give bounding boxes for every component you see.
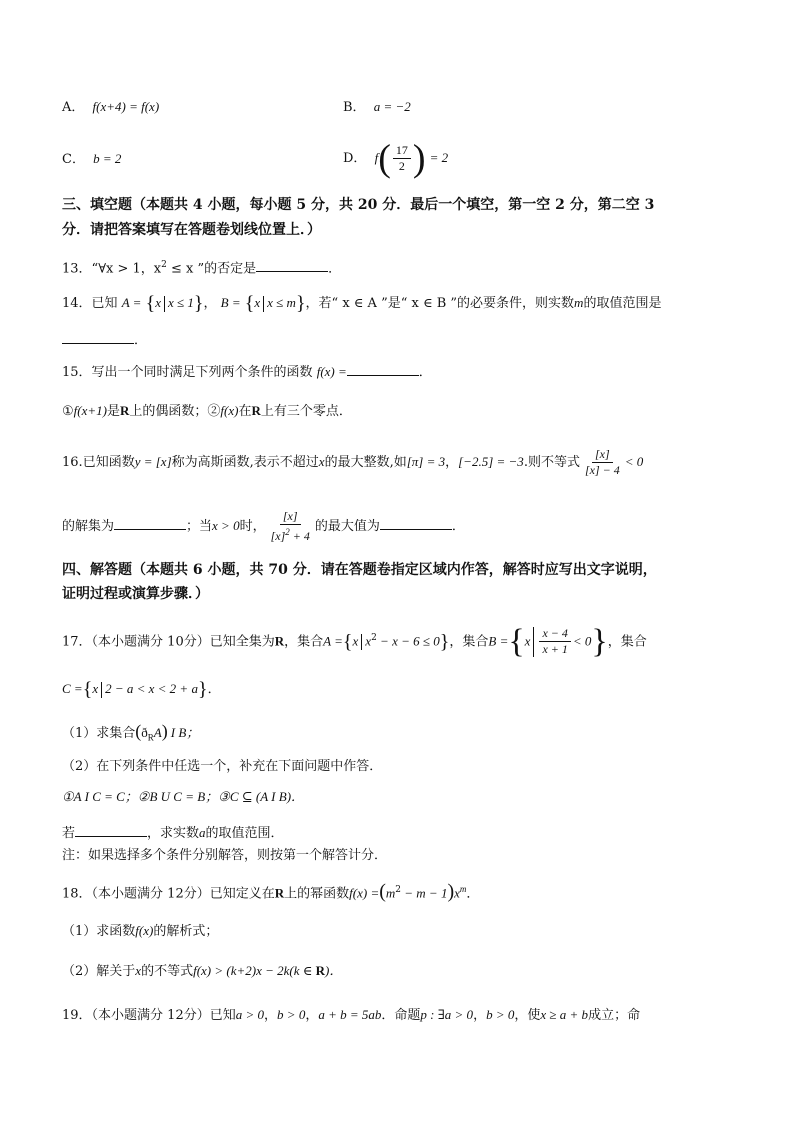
option-d [343, 137, 449, 180]
q19-t3: ，使 [514, 1008, 541, 1023]
q18-xm-base: x [454, 885, 460, 901]
q19-c1: a > 0 [235, 1007, 265, 1022]
q17-p1: （1）求集合 [62, 726, 136, 741]
q16-ex2: [−2.5] = −3 [458, 454, 524, 469]
q13-text2: ≤ x ”的否定是 [166, 261, 257, 277]
q16-t8: 的最大值为 [314, 519, 380, 534]
question-17-part2: （2）在下列条件中任选一个，补充在下面问题中作答． [62, 759, 383, 774]
q16-t3: 的最大整数,如 [324, 455, 407, 470]
q18-t2: 上的幂函数 [284, 886, 350, 902]
q18-p2-t: 的不等式 [141, 964, 194, 979]
left-brace: { [342, 630, 353, 653]
left-brace: { [145, 292, 156, 315]
paren-open: ( [135, 721, 142, 741]
q15-c1-t2: 上的偶函数；② [129, 404, 221, 419]
question-17-c-def [62, 680, 221, 699]
q16-answer-blank-1[interactable] [114, 516, 186, 530]
q16-fraction-1 [582, 447, 623, 478]
right-brace: } [439, 630, 450, 653]
q15-end: ． [418, 365, 432, 380]
q14-t1: 已知 [91, 296, 118, 311]
question-17-part1 [62, 722, 199, 747]
q16-answer-blank-2[interactable] [380, 516, 452, 530]
q19-t1: 已知 [209, 1008, 236, 1023]
q17-t3: ，集合 [449, 634, 489, 650]
q17-t4: ，集合 [607, 634, 647, 650]
fraction-denominator: 2 [398, 159, 405, 173]
left-brace: { [82, 678, 93, 701]
q17-a-cond-pre: x [365, 633, 372, 649]
q15-c1-mark: ① [62, 404, 74, 419]
fraction-numerator: [x] [592, 447, 613, 463]
question-17-note: 注：如果选择多个条件分别解答，则按第一个解答计分． [62, 848, 388, 863]
q15-c2-t1: 在 [238, 404, 252, 419]
q16-lt0: < 0 [624, 454, 644, 469]
fraction-denominator [268, 525, 313, 544]
q18-p1-t: 的解析式； [153, 924, 219, 939]
q16-t2: 称为高斯函数,表示不超过 [171, 455, 319, 470]
right-brace: } [193, 292, 204, 315]
section3-heading-line1: 三、填空题（本题共 4 小题，每小题 5 分，共 20 分．最后一个填空，第一空 2 分，第二空 3 [62, 197, 655, 213]
option-a-math: f(x+4) = f(x) [92, 99, 160, 114]
q13-end: ． [328, 261, 342, 277]
q15-real-set: R [119, 403, 130, 418]
q18-end: ． [466, 886, 480, 902]
left-brace: { [244, 292, 255, 315]
q17-t2: ，集合 [284, 634, 324, 650]
q14-t2: ，若“ x ∈ A ”是“ x ∈ B ”的必要条件，则实数 [305, 296, 575, 311]
question-18-part1 [62, 922, 218, 941]
section4-heading-line2: 证明过程或演算步骤．） [62, 586, 209, 602]
question-17 [62, 620, 647, 660]
q14-answer-blank[interactable] [62, 330, 134, 344]
q19-c4: b > 0 [486, 1007, 515, 1022]
q16-x: x [318, 454, 325, 469]
set-bar [361, 634, 362, 650]
den-sup: 2 [285, 527, 290, 537]
q13-number: 13． [62, 261, 92, 277]
q19-p: p : ∃a > 0 [420, 1007, 474, 1022]
q14-a-cond: x ≤ 1 [167, 295, 194, 310]
q19-t2: ．命题 [381, 1008, 421, 1023]
q17-if2: ，求实数 [147, 826, 200, 841]
option-c-label: C． [62, 152, 85, 167]
q18-p2: （2）解关于 [62, 964, 136, 979]
q17-p1-sub: R [147, 732, 154, 743]
q18-real-set-2: R [315, 963, 326, 978]
q16-sep: ， [445, 455, 459, 470]
fraction-denominator: [x] − 4 [584, 463, 620, 477]
q17-answer-blank[interactable] [75, 823, 147, 837]
q13-text1: “∀x > 1，x [91, 261, 162, 277]
option-d-fraction [393, 143, 411, 174]
q17-b-lt: < 0 [572, 633, 592, 649]
q16-t4: .则不等式 [523, 455, 580, 470]
fraction-numerator: 17 [393, 143, 411, 159]
q19-c3: a + b = 5ab [318, 1007, 382, 1022]
q17-c-end: ． [207, 682, 221, 697]
question-18-part2 [62, 962, 342, 981]
q14-end: ． [134, 333, 148, 348]
q15-answer-blank[interactable] [347, 362, 419, 376]
left-brace: { [508, 622, 525, 660]
question-18 [62, 880, 479, 903]
q15-c1-t1: 是 [106, 404, 120, 419]
option-d-rhs: = 2 [429, 150, 449, 165]
set-bar [101, 682, 102, 698]
option-d-label: D． [343, 151, 367, 166]
den-tail: + 4 [289, 529, 310, 543]
right-brace: } [197, 678, 208, 701]
q15-t1: 写出一个同时满足下列两个条件的函数 [91, 365, 313, 380]
q17-b-x: x [524, 633, 531, 649]
set-bar [263, 296, 264, 312]
option-b-label: B． [343, 100, 366, 115]
q19-t4: 成立；命 [588, 1008, 641, 1023]
q19-sep: ， [264, 1008, 278, 1023]
question-17-if [62, 823, 284, 843]
q15-fx: f(x) = [316, 364, 347, 379]
q18-p1: （1）求函数 [62, 924, 136, 939]
q17-t1: 已知全集为 [209, 634, 275, 650]
question-17-options: ①A I C = C；②B U C = B；③C ⊆ (A I B)． [62, 789, 305, 804]
question-16 [62, 444, 643, 481]
q16-cond: x > 0 [212, 518, 240, 533]
q14-b-x: x [254, 295, 261, 310]
q16-end: ． [451, 519, 465, 534]
section3-heading-line2: 分．请把答案填写在答题卷划线位置上．） [62, 222, 321, 238]
q18-p2-x: x [135, 963, 142, 978]
fraction-numerator: [x] [280, 509, 301, 525]
q17-p1-a: A [153, 725, 162, 740]
q17-if3: 的取值范围． [205, 826, 284, 841]
q13-answer-blank[interactable] [256, 258, 328, 272]
q17-number: 17． [62, 634, 92, 650]
q15-number: 15． [62, 365, 92, 380]
q14-b-def: B = [220, 295, 241, 310]
q18-inner-pre: m [385, 885, 396, 901]
paren-close: ) [447, 880, 455, 903]
q18-p1-f: f(x) [135, 923, 154, 938]
q17-if: 若 [62, 826, 76, 841]
q18-number: 18． [62, 886, 92, 902]
option-a-label: A． [62, 100, 85, 115]
set-bar [533, 627, 534, 657]
q16-t1: 已知函数 [82, 455, 135, 470]
q18-score: （本小题满分 12分） [91, 886, 210, 902]
right-paren: ) [412, 137, 426, 180]
q17-score: （本小题满分 10分） [91, 634, 210, 650]
section4-heading-line1: 四、解答题（本题共 6 小题，共 70 分．请在答题卷指定区域内作答，解答时应写出文字说明， [62, 562, 657, 578]
q16-ex1: [π] = 3 [406, 454, 446, 469]
option-b [343, 98, 411, 117]
q15-real-set-2: R [251, 403, 261, 418]
q17-a-x: x [352, 633, 359, 649]
option-c-math: b = 2 [93, 151, 122, 166]
q18-p2-close: )． [325, 963, 343, 978]
right-brace: } [295, 292, 306, 315]
q19-sep3: ， [473, 1008, 487, 1023]
q19-score: （本小题满分 12分） [91, 1008, 210, 1023]
q14-t3: 的取值范围是 [583, 296, 662, 311]
fraction-denominator: x + 1 [542, 642, 568, 657]
q14-b-cond: x ≤ m [267, 295, 296, 310]
q17-a-cond-sup: 2 [371, 633, 377, 643]
option-c [62, 150, 121, 169]
q13-sup: 2 [161, 260, 167, 270]
q16-t5: 的解集为 [62, 519, 115, 534]
q18-real-set: R [274, 885, 285, 901]
q19-c2: b > 0 [277, 1007, 306, 1022]
q18-t1: 已知定义在 [209, 886, 275, 902]
option-d-f: f [374, 150, 379, 165]
question-14 [62, 294, 661, 313]
q16-t7: 时， [239, 519, 266, 534]
q17-b-def: B = [488, 633, 509, 649]
right-brace: } [591, 622, 608, 660]
q16-t6: ；当 [186, 519, 213, 534]
q17-p1-rest: I B； [170, 725, 200, 740]
left-paren: ( [378, 137, 391, 180]
q17-real-set: R [274, 633, 285, 649]
q17-a-def: A = [323, 633, 343, 649]
paren-close: ) [161, 721, 168, 741]
q14-a-def: A = [121, 295, 142, 310]
q17-p1-comp: ð [141, 725, 148, 740]
q17-c-cond: 2 − a < x < 2 + a [105, 681, 198, 696]
question-14-cont [62, 330, 147, 350]
question-13 [62, 256, 341, 278]
q16-number: 16. [62, 455, 83, 470]
q16-y-def: y = [x] [134, 454, 172, 469]
option-b-math: a = −2 [373, 99, 411, 114]
q19-number: 19． [62, 1008, 92, 1023]
q15-c2-f: f(x) [220, 403, 239, 418]
q14-a-x: x [155, 295, 161, 310]
q18-inner-post: − m − 1 [401, 885, 448, 901]
q19-c5: x ≥ a + b [540, 1007, 589, 1022]
q14-number: 14． [62, 296, 92, 311]
q17-b-fraction [539, 626, 570, 657]
question-15-conditions [62, 402, 352, 421]
q14-var: m [574, 295, 584, 310]
q16-fraction-2 [268, 509, 313, 544]
q19-sep2: ， [305, 1008, 319, 1023]
q18-xm-sup: m [459, 884, 467, 894]
q18-f-def: f(x) = [349, 885, 380, 901]
q15-c2-t2: 上有三个零点． [260, 404, 352, 419]
q17-c-x: x [92, 681, 99, 696]
q17-a-cond-post: − x − 6 ≤ 0 [376, 633, 440, 649]
q15-c1-f: f(x+1) [73, 403, 107, 418]
question-19 [62, 1006, 640, 1025]
question-16-cont [62, 508, 465, 545]
q18-inner-sup: 2 [395, 885, 402, 895]
q17-a: a [199, 825, 206, 840]
q17-c-def: C = [62, 681, 83, 696]
question-15 [62, 362, 432, 382]
paren-open: ( [379, 880, 386, 903]
fraction-numerator: x − 4 [539, 626, 570, 642]
option-a [62, 98, 159, 117]
q14-sep: ， [203, 296, 217, 311]
set-bar [164, 296, 165, 312]
q18-p2-ineq: f(x) > (k+2)x − 2k(k ∈ [193, 963, 316, 978]
den-base: [x] [270, 529, 286, 543]
